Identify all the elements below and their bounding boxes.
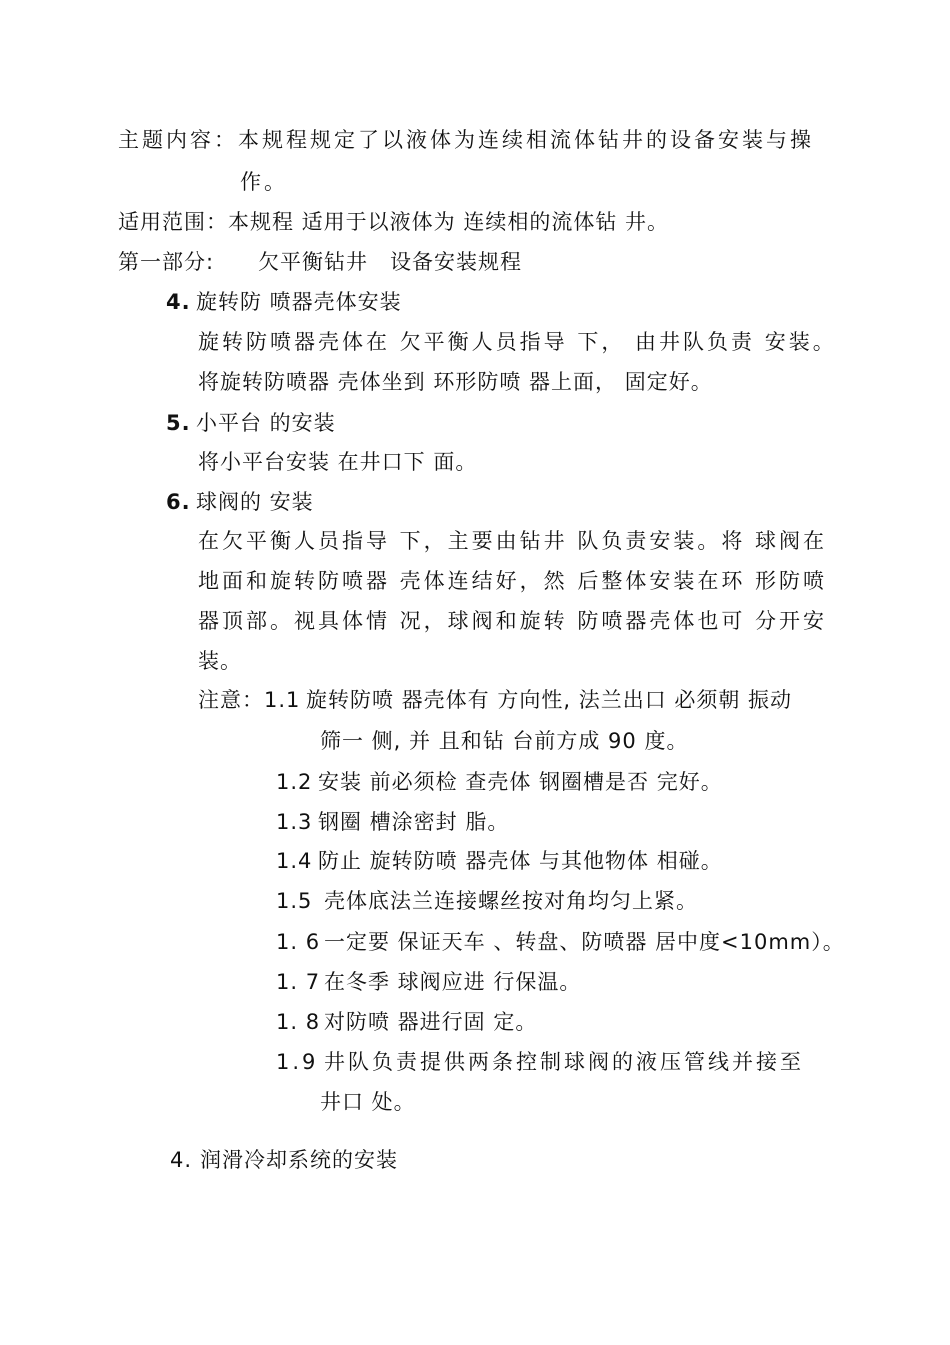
- sec4b-number: 4.: [170, 1148, 193, 1172]
- note-item: [276, 891, 698, 912]
- note-item: [276, 932, 845, 953]
- note-text: 对防喷 器进行固 定。: [324, 1010, 538, 1034]
- scope-line: [118, 212, 669, 233]
- sec4-line: 将旋转防喷器 壳体坐到 环形防喷 器上面， 固定好。: [198, 370, 713, 394]
- sec6-line: 在欠平衡人员指导 下，主要由钻井 队负责安装。将 球阀在: [198, 529, 828, 553]
- sec6-heading: [166, 492, 314, 513]
- sec4b-title: 润滑冷却系统的安装: [200, 1148, 398, 1172]
- note-text: 旋转防喷 器壳体有 方向性, 法兰出口 必须朝 振动: [306, 688, 793, 712]
- note-continuation: 筛一 侧, 并 且和钻 台前方成 90 度。: [320, 729, 689, 753]
- sec5-heading: [166, 413, 336, 434]
- note-item: [276, 1012, 537, 1033]
- note-number: 1.3: [276, 810, 313, 834]
- note-number: 1.9: [276, 1050, 319, 1074]
- note-number: 1. 7: [276, 970, 321, 994]
- subject-label: 主题内容：: [118, 128, 238, 152]
- sec6-number: 6.: [166, 490, 191, 514]
- note-text: 钢圈 槽涂密封 脂。: [318, 810, 510, 834]
- note-text: 防止 旋转防喷 器壳体 与其他物体 相碰。: [318, 849, 723, 873]
- notes-label: 注意：: [198, 688, 264, 712]
- scope-label: 适用范围：: [118, 210, 228, 234]
- note-number: 1.2: [276, 770, 313, 794]
- sec5-number: 5.: [166, 411, 191, 435]
- note-number: 1. 8: [276, 1010, 321, 1034]
- sec5-title: 小平台 的安装: [196, 411, 336, 435]
- sec4-line: 旋转防喷器壳体在 欠平衡人员指导 下， 由井队负责 安装。: [198, 330, 837, 354]
- note-number: 1.4: [276, 849, 313, 873]
- sec6-title: 球阀的 安装: [196, 490, 314, 514]
- note-number: 1.5: [276, 889, 313, 913]
- subject-text: 本规程规定了以液体为连续相流体钻井的设备安装与操: [238, 128, 814, 152]
- note-item: [276, 812, 509, 833]
- sec6-line: 器顶部。视具体情 况，球阀和旋转 防喷器壳体也可 分开安: [198, 609, 828, 633]
- subject-line: [118, 130, 814, 151]
- note-text: 安装 前必须检 查壳体 钢圈槽是否 完好。: [318, 770, 723, 794]
- sec4-number: 4.: [166, 290, 191, 314]
- sec4-heading: [166, 292, 402, 313]
- note-number: 1. 6: [276, 930, 321, 954]
- sec6-line: 地面和旋转防喷器 壳体连结好，然 后整体安装在环 形防喷: [198, 569, 828, 593]
- scope-text: 本规程 适用于以液体为 连续相的流体钻 井。: [228, 210, 670, 234]
- part1-label: 第一部分:: [118, 250, 215, 274]
- note-item: [276, 972, 581, 993]
- sec4b-heading: [170, 1150, 398, 1171]
- note-number: 1.1: [264, 688, 301, 712]
- part1-title: 欠平衡钻井 设备安装规程: [258, 250, 522, 274]
- note-item: [198, 690, 792, 711]
- note-text: 在冬季 球阀应进 行保温。: [324, 970, 582, 994]
- note-text: 井队负责提供两条控制球阀的液压管线并接至: [324, 1050, 804, 1074]
- note-continuation: 井口 处。: [320, 1090, 416, 1114]
- note-item: [276, 1052, 804, 1073]
- note-text: 一定要 保证天车 、转盘、防喷器 居中度<10mm）。: [324, 930, 845, 954]
- note-item: [276, 851, 723, 872]
- sec6-line: 装。: [198, 649, 242, 673]
- note-item: [276, 772, 723, 793]
- part1-line: [118, 252, 522, 273]
- sec5-line: 将小平台安装 在井口下 面。: [198, 450, 478, 474]
- note-text: 壳体底法兰连接螺丝按对角均匀上紧。: [324, 889, 698, 913]
- sec4-title: 旋转防 喷器壳体安装: [196, 290, 402, 314]
- subject-continuation: 作。: [240, 170, 288, 194]
